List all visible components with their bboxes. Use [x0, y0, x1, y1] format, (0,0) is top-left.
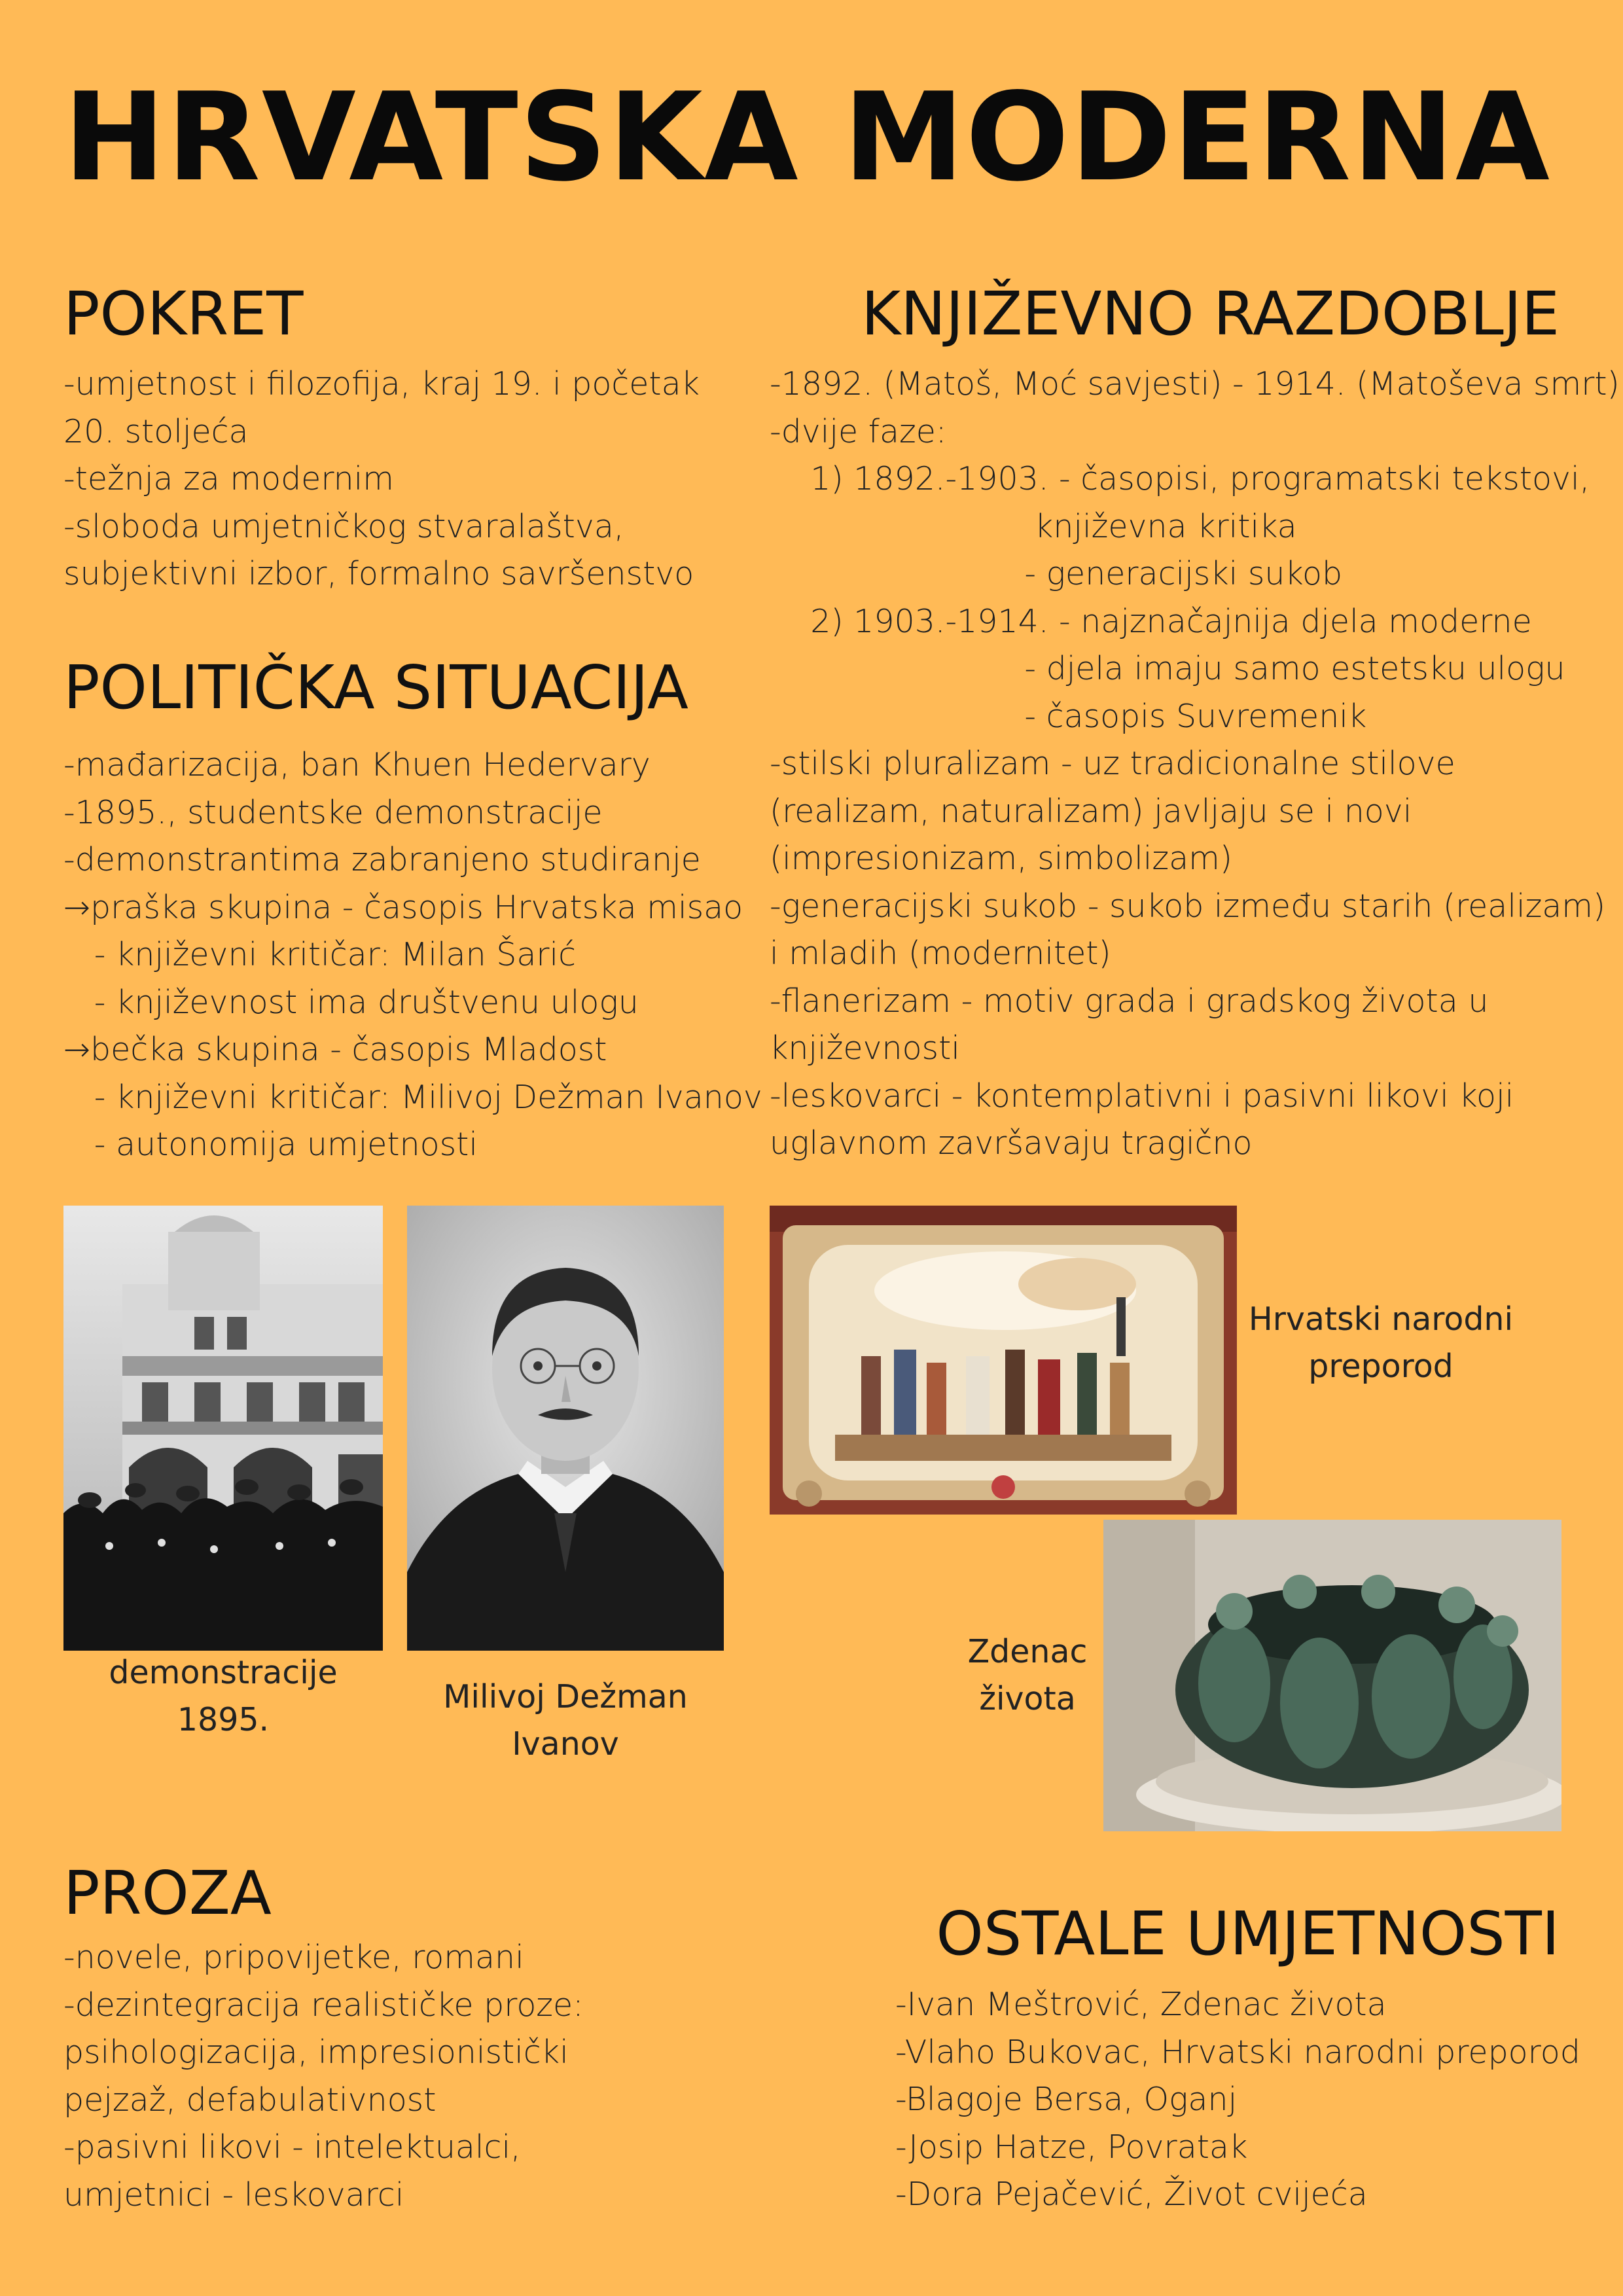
proza-line: pejzaž, defabulativnost: [63, 2081, 437, 2119]
razdoblje-line: -1892. (Matoš, Moć savjesti) - 1914. (Matoševa smrt): [770, 365, 1620, 403]
razdoblje-line: 2) 1903.-1914. - najznačajnija djela moderne: [770, 602, 1532, 640]
razdoblje-line: uglavnom završavaju tragično: [770, 1124, 1253, 1162]
ostale-text: [895, 1981, 1580, 2219]
ostale-heading: OSTALE UMJETNOSTI: [936, 1899, 1560, 1969]
politicka-line: →praška skupina - časopis Hrvatska misao: [63, 888, 743, 926]
razdoblje-line: i mladih (modernitet): [770, 935, 1111, 972]
proza-line: umjetnici - leskovarci: [63, 2176, 404, 2214]
zdenac-caption: [949, 1628, 1106, 1723]
politicka-line: -1895., studentske demonstracije: [63, 793, 603, 831]
razdoblje-line: - časopis Suvremenik: [770, 697, 1367, 735]
ivanov-caption: [407, 1674, 724, 1768]
zdenac-photo: [1103, 1520, 1561, 1831]
razdoblje-line: -flanerizam - motiv grada i gradskog života u: [770, 982, 1489, 1020]
politicka-line: - književni kritičar: Milivoj Dežman Ivanov: [63, 1078, 762, 1116]
pokret-line: -sloboda umjetničkog stvaralaštva,: [63, 507, 624, 545]
politicka-line: -demonstrantima zabranjeno studiranje: [63, 841, 701, 878]
proza-heading: PROZA: [63, 1858, 272, 1928]
preporod-caption: [1237, 1296, 1525, 1390]
caption-line: 1895.: [177, 1701, 270, 1738]
ostale-line: -Vlaho Bukovac, Hrvatski narodni preporod: [895, 2033, 1580, 2071]
ostale-line: -Ivan Meštrović, Zdenac života: [895, 1986, 1387, 2023]
pokret-line: subjektivni izbor, formalno savršenstvo: [63, 555, 694, 592]
razdoblje-line: (impresionizam, simbolizam): [770, 840, 1232, 877]
politicka-line: →bečka skupina - časopis Mladost: [63, 1031, 607, 1068]
politicka-heading: POLITIČKA SITUACIJA: [63, 653, 688, 723]
ostale-line: -Josip Hatze, Povratak: [895, 2128, 1248, 2166]
politicka-text: [63, 742, 762, 1169]
razdoblje-text: [770, 361, 1620, 1168]
ivanov-portrait: [407, 1206, 724, 1651]
razdoblje-line: -dvije faze:: [770, 412, 947, 450]
caption-line: Hrvatski narodni: [1248, 1300, 1514, 1338]
proza-line: -dezintegracija realističke proze:: [63, 1986, 584, 2024]
razdoblje-line: - djela imaju samo estetsku ulogu: [770, 650, 1565, 687]
razdoblje-line: - generacijski sukob: [770, 555, 1343, 592]
caption-line: demonstracije: [109, 1654, 338, 1691]
razdoblje-line: 1) 1892.-1903. - časopisi, programatski tekstovi,: [770, 460, 1590, 497]
razdoblje-line: -stilski pluralizam - uz tradicionalne stilove: [770, 745, 1455, 782]
razdoblje-line: književnosti: [770, 1030, 960, 1067]
politicka-line: - književni kritičar: Milan Šarić: [63, 936, 577, 973]
proza-line: psihologizacija, impresionistički: [63, 2034, 569, 2071]
razdoblje-heading: KNJIŽEVNO RAZDOBLJE: [861, 279, 1560, 349]
caption-line: preporod: [1308, 1348, 1454, 1385]
ostale-line: -Blagoje Bersa, Oganj: [895, 2081, 1238, 2118]
pokret-line: -umjetnost i filozofija, kraj 19. i početak: [63, 365, 700, 403]
caption-line: Milivoj Dežman: [443, 1678, 688, 1715]
razdoblje-line: književna kritika: [770, 507, 1297, 545]
pokret-line: 20. stoljeća: [63, 412, 249, 450]
pokret-text: [63, 361, 700, 598]
razdoblje-line: (realizam, naturalizam) javljaju se i novi: [770, 792, 1412, 830]
caption-line: Zdenac: [967, 1633, 1088, 1670]
politicka-line: -mađarizacija, ban Khuen Hedervary: [63, 746, 651, 783]
caption-line: Ivanov: [512, 1725, 619, 1763]
proza-line: -pasivni likovi - intelektualci,: [63, 2128, 521, 2166]
pokret-heading: POKRET: [63, 279, 304, 349]
pokret-line: -težnja za modernim: [63, 460, 395, 497]
razdoblje-line: -generacijski sukob - sukob između starih (realizam): [770, 887, 1606, 925]
page-title: HRVATSKA MODERNA: [63, 66, 1551, 208]
politicka-line: - književnost ima društvenu ulogu: [63, 983, 639, 1021]
proza-line: -novele, pripovijetke, romani: [63, 1939, 524, 1976]
proza-text: [63, 1934, 584, 2219]
caption-line: života: [979, 1680, 1076, 1717]
ostale-line: -Dora Pejačević, Život cvijeća: [895, 2176, 1368, 2213]
demonstracije-caption: [63, 1649, 383, 1744]
demonstracije-photo: [63, 1206, 383, 1651]
politicka-line: - autonomija umjetnosti: [63, 1126, 478, 1163]
razdoblje-line: -leskovarci - kontemplativni i pasivni likovi koji: [770, 1077, 1514, 1115]
preporod-painting: [770, 1206, 1237, 1515]
